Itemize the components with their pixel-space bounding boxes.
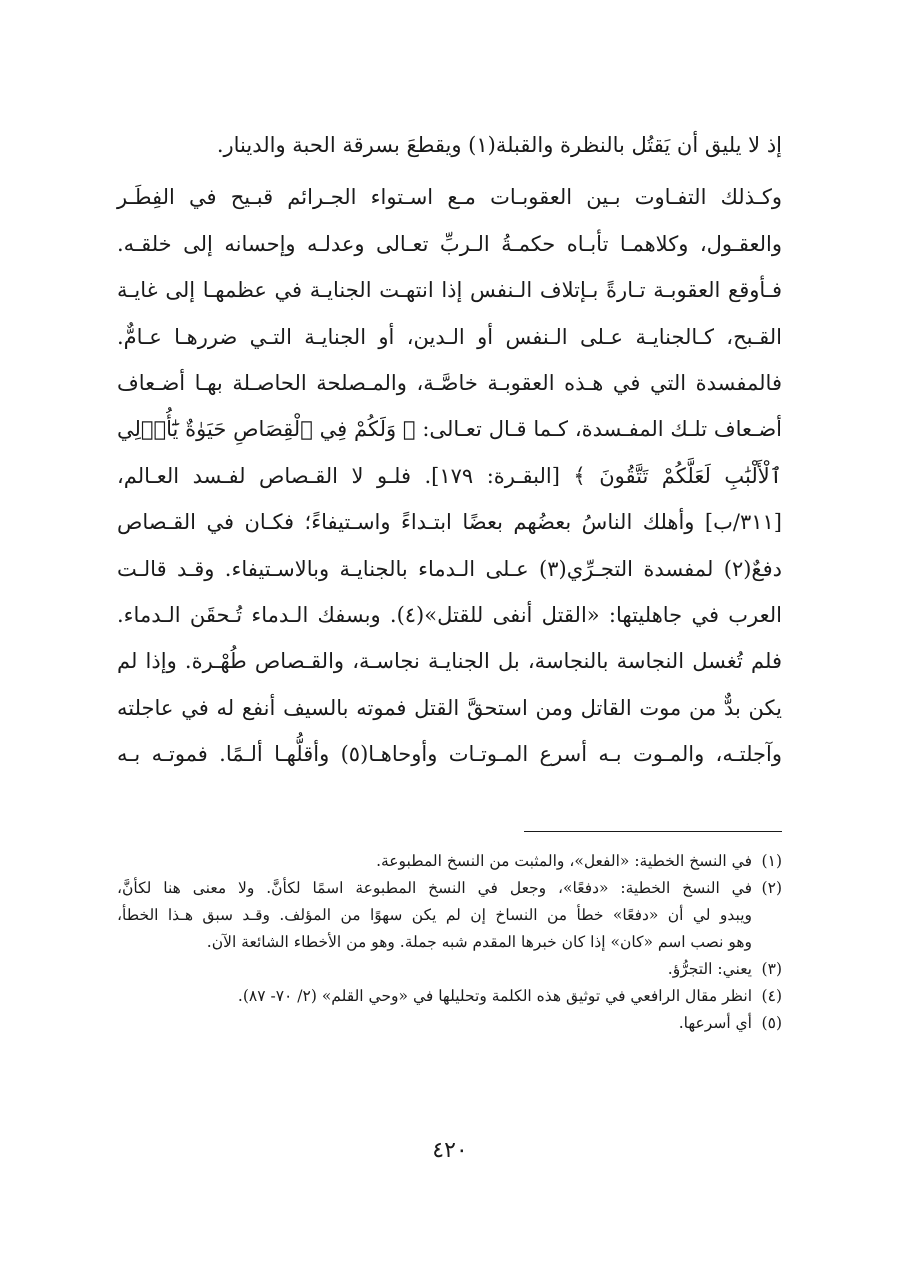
text-line: والعقـول، وكلاهمـا تأبـاه حكمـةُ الـربِّ تعـالى وعدلـه وإحسانه إلى خلقـه. (117, 231, 782, 256)
text-line: فالمفسدة التي في هـذه العقوبـة خاصَّـة، والمـصلحة الحاصـلة بهـا أضـعاف (117, 371, 782, 396)
footnote-separator (524, 831, 782, 832)
footnote (117, 848, 782, 875)
text-line: فلم تُغسل النجاسة بالنجاسة، بل الجنايـة نجاسـة، والقـصاص طُهْـرة. وإذا لم (117, 649, 782, 674)
footnote-text (117, 956, 752, 983)
footnote-line: يعني: التجرُّؤ. (667, 960, 752, 978)
footnote-number: (٤) (761, 987, 782, 1005)
text-line: [٣١١/ب] وأهلك الناسُ بعضُهم بعضًا ابتـداءً واسـتيفاءً؛ فكـان في القـصاص (117, 510, 782, 535)
footnote-number: (٢) (761, 879, 782, 897)
footnote-text (117, 1010, 752, 1037)
footnote-text (117, 875, 752, 956)
footnote (117, 875, 782, 956)
footnote-number: (٣) (761, 960, 782, 978)
footnote-number: (١) (761, 852, 782, 870)
text-line: يكن بدٌّ من موت القاتل ومن استحقَّ القتل فموته بالسيف أنفع له في عاجلته (117, 695, 782, 720)
footnote (117, 1010, 782, 1037)
footnote-line: وهو نصب اسم «كان» إذا كان خبرها المقدم شبه جملة. وهو من الأخطاء الشائعة الآن. (206, 933, 752, 951)
footnote (117, 983, 782, 1010)
footnotes (117, 848, 782, 1037)
text-line: وكـذلك التفـاوت بـين العقوبـات مـع اسـتواء الجـرائم قبـيح في الفِطَـر (117, 185, 782, 210)
footnote-line: أي أسرعها. (678, 1014, 752, 1032)
footnote-line: في النسخ الخطية: «الفعل»، والمثبت من النسخ المطبوعة. (376, 852, 752, 870)
footnote-line: في النسخ الخطية: «دفعًا»، وجعل في النسخ المطبوعة اسمًا لكأنَّ. ولا معنى هنا لكأنَّ، (117, 879, 752, 897)
main-text-block (117, 122, 782, 778)
footnote (117, 956, 782, 983)
text-line: إذ لا يليق أن يَقتُل بالنظرة والقبلة(١) ويقطعَ بسرقة الحبة والدينار. (216, 133, 782, 157)
footnote-text (117, 848, 752, 875)
footnote-number: (٥) (761, 1014, 782, 1032)
text-line: العرب في جاهليتها: «القتل أنفى للقتل»(٤). وبسفك الـدماء تُـحقَن الـدماء. (117, 603, 782, 628)
text-line: ٱلْأَلْبَٰبِ لَعَلَّكُمْ تَتَّقُونَ ﴾ [البقـرة: ١٧٩]. فلـو لا القـصاص لفـسد العـالم، (117, 463, 782, 488)
footnote-line: انظر مقال الرافعي في توثيق هذه الكلمة وتحليلها في «وحي القلم» (٢/ ٧٠- ٨٧). (237, 987, 752, 1005)
text-line: دفعٌ(٢) لمفسدة التجـرِّي(٣) عـلى الـدماء بالجنايـة وبالاسـتيفاء. وقـد قالـت (117, 556, 782, 581)
footnote-line: ويبدو لي أن «دفعًا» خطأ من النساخ إن لم يكن سهوًا من المؤلف. وقـد سبق هـذا الخطأ، (117, 906, 752, 924)
text-line: أضـعاف تلـك المفـسدة، كـما قـال تعـالى: ﴿ وَلَكُمْ فِي ٱلْقِصَاصِ حَيَوٰةٌ يَٰٓأُو۟لِي (117, 417, 782, 442)
page-number: ٤٢٠ (432, 1138, 468, 1163)
footnote-text (117, 983, 752, 1010)
text-line: القـبح، كـالجنايـة عـلى الـنفس أو الـدين، أو الجنايـة التـي ضررهـا عـامٌّ. (117, 324, 782, 349)
text-line: وآجلتـه، والمـوت بـه أسرع المـوتـات وأوحاهـا(٥) وأقلُّهـا ألـمًا. فموتـه بـه (117, 742, 782, 767)
text-line: فـأوقع العقوبـة تـارةً بـإتلاف الـنفس إذا انتهـت الجنايـة في عظمهـا إلى غايـة (117, 278, 782, 303)
